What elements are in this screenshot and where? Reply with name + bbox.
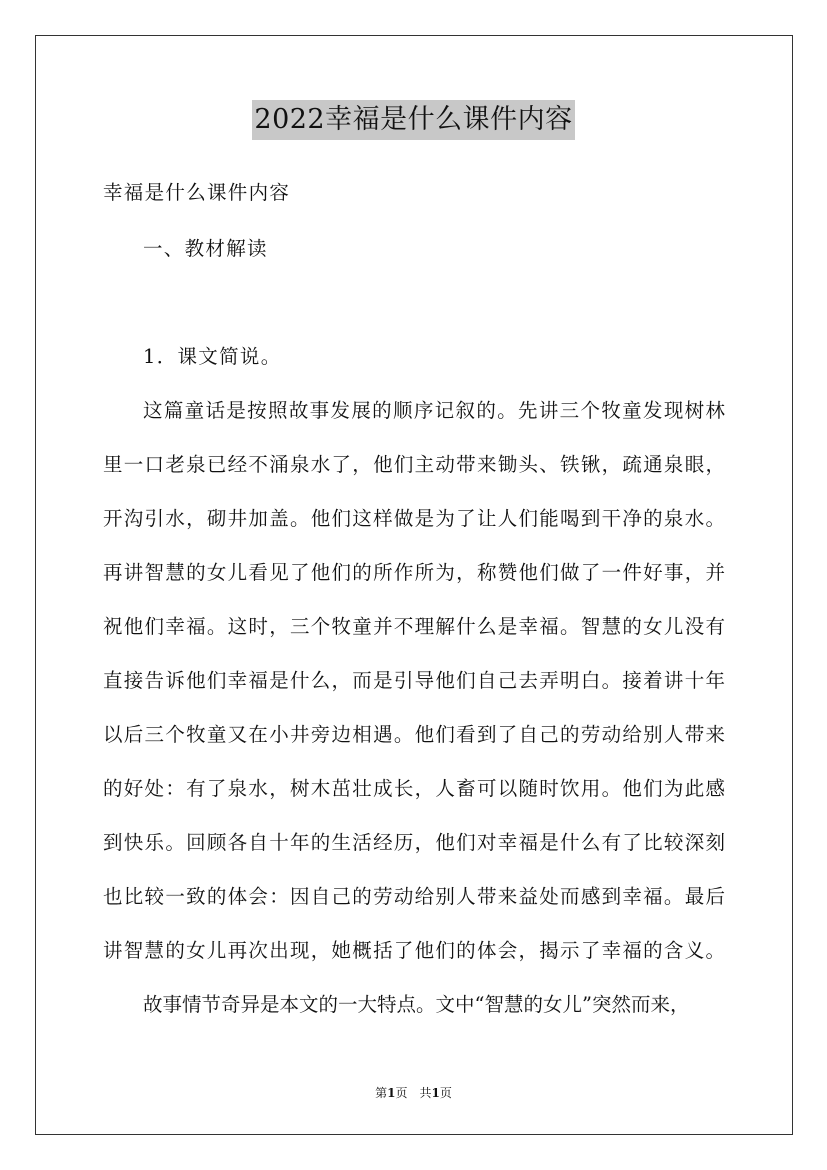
document-title: 2022幸福是什么课件内容 [252, 100, 574, 140]
footer-mid: 页 共 [395, 1086, 432, 1100]
paragraph-line: 也比较一致的体会：因自己的劳动给别人带来益处而感到幸福。最后 [103, 885, 725, 908]
paragraph-line: 以后三个牧童又在小井旁边相遇。他们看到了自己的劳动给别人带来 [103, 723, 725, 746]
paragraph-line: 开沟引水，砌井加盖。他们这样做是为了让人们能喝到干净的泉水。 [103, 507, 725, 530]
paragraph-line: 这篇童话是按照故事发展的顺序记叙的。先讲三个牧童发现树林 [143, 399, 725, 422]
paragraph-line: 故事情节奇异是本文的一大特点。文中“智慧的女儿”突然而来， [143, 993, 690, 1016]
paragraph-line: 再讲智慧的女儿看见了他们的所作所为，称赞他们做了一件好事，并 [103, 561, 725, 584]
paragraph-line: 直接告诉他们幸福是什么，而是引导他们自己去弄明白。接着讲十年 [103, 669, 725, 692]
paragraph-line: 讲智慧的女儿再次出现，她概括了他们的体会，揭示了幸福的含义。 [103, 939, 725, 962]
paragraph-line: 的好处：有了泉水，树木茁壮成长，人畜可以随时饮用。他们为此感 [103, 777, 725, 800]
paragraph-line: 祝他们幸福。这时，三个牧童并不理解什么是幸福。智慧的女儿没有 [103, 615, 725, 638]
title-container [0, 100, 827, 140]
footer-suffix: 页 [439, 1086, 452, 1100]
footer-page-number: 1 [387, 1086, 396, 1100]
section-heading: 一、教材解读 [143, 237, 268, 260]
page-footer [0, 1085, 827, 1101]
footer-prefix: 第 [375, 1086, 388, 1100]
paragraph-line: 里一口老泉已经不涌泉水了，他们主动带来锄头、铁锹，疏通泉眼， [103, 453, 725, 476]
subsection-heading: 1．课文简说。 [143, 345, 282, 368]
document-subtitle: 幸福是什么课件内容 [103, 181, 291, 204]
paragraph-line: 到快乐。回顾各自十年的生活经历，他们对幸福是什么有了比较深刻 [103, 831, 725, 854]
footer-total-pages: 1 [431, 1086, 440, 1100]
